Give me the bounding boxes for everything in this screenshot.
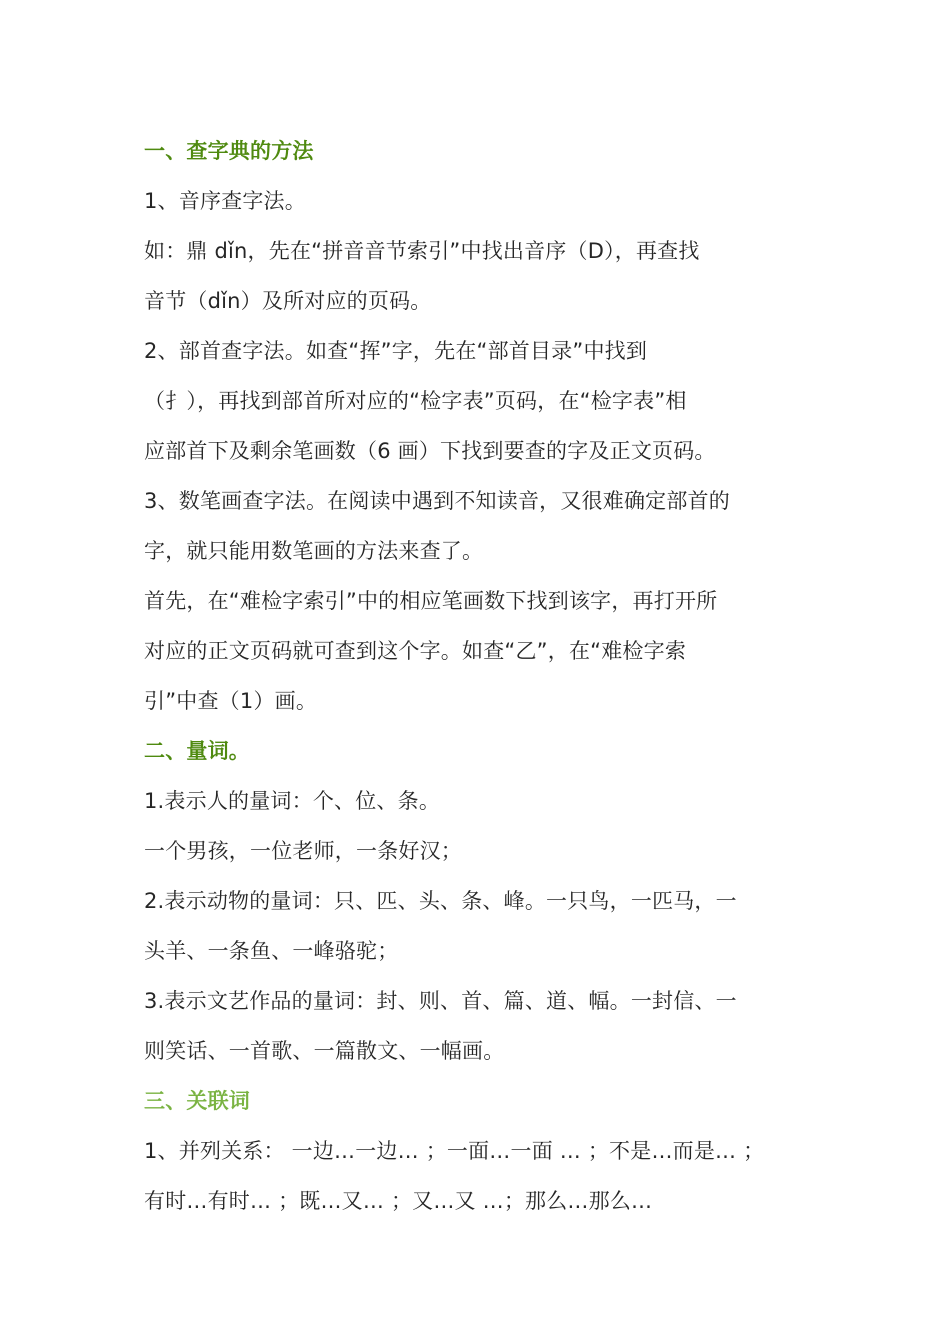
paragraph-line: 2、部首查字法。如查“挥”字，先在“部首目录”中找到 bbox=[144, 339, 648, 363]
paragraph-line: 首先，在“难检字索引”中的相应笔画数下找到该字，再打开所 bbox=[144, 589, 718, 613]
paragraph-line: 则笑话、一首歌、一篇散文、一幅画。 bbox=[144, 1039, 505, 1063]
paragraph-line: 引”中查（1）画。 bbox=[144, 689, 318, 713]
section-heading-measure-words: 二、量词。 bbox=[144, 739, 250, 763]
paragraph-line: 有时…有时… ；既…又… ；又…又 …；那么…那么… bbox=[144, 1189, 653, 1213]
section-heading-dictionary: 一、查字典的方法 bbox=[144, 139, 314, 163]
paragraph-line: 头羊、一条鱼、一峰骆驼； bbox=[144, 939, 399, 963]
paragraph-line: 1、并列关系： 一边…一边… ；一面…一面 … ；不是…而是… ； bbox=[144, 1139, 765, 1163]
paragraph-line: 音节（dǐn）及所对应的页码。 bbox=[144, 289, 432, 313]
paragraph-line: 字，就只能用数笔画的方法来查了。 bbox=[144, 539, 484, 563]
paragraph-line: 如：鼎 dǐn，先在“拼音音节索引”中找出音序（D），再查找 bbox=[144, 239, 700, 263]
paragraph-line: 1.表示人的量词：个、位、条。 bbox=[144, 789, 441, 813]
paragraph-line: 3.表示文艺作品的量词：封、则、首、篇、道、幅。一封信、一 bbox=[144, 989, 737, 1013]
paragraph-line: （扌），再找到部首所对应的“检字表”页码，在“检字表”相 bbox=[144, 389, 687, 413]
paragraph-line: 一个男孩，一位老师，一条好汉； bbox=[144, 839, 462, 863]
section-heading-conjunctions: 三、关联词 bbox=[144, 1089, 250, 1113]
paragraph-line: 3、数笔画查字法。在阅读中遇到不知读音，又很难确定部首的 bbox=[144, 489, 730, 513]
paragraph-line: 2.表示动物的量词：只、匹、头、条、峰。一只鸟，一匹马，一 bbox=[144, 889, 737, 913]
paragraph-line: 应部首下及剩余笔画数（6 画）下找到要查的字及正文页码。 bbox=[144, 439, 716, 463]
paragraph-line: 对应的正文页码就可查到这个字。如查“乙”，在“难检字索 bbox=[144, 639, 687, 663]
paragraph-line: 1、音序查字法。 bbox=[144, 189, 306, 213]
document-content bbox=[144, 126, 809, 1226]
